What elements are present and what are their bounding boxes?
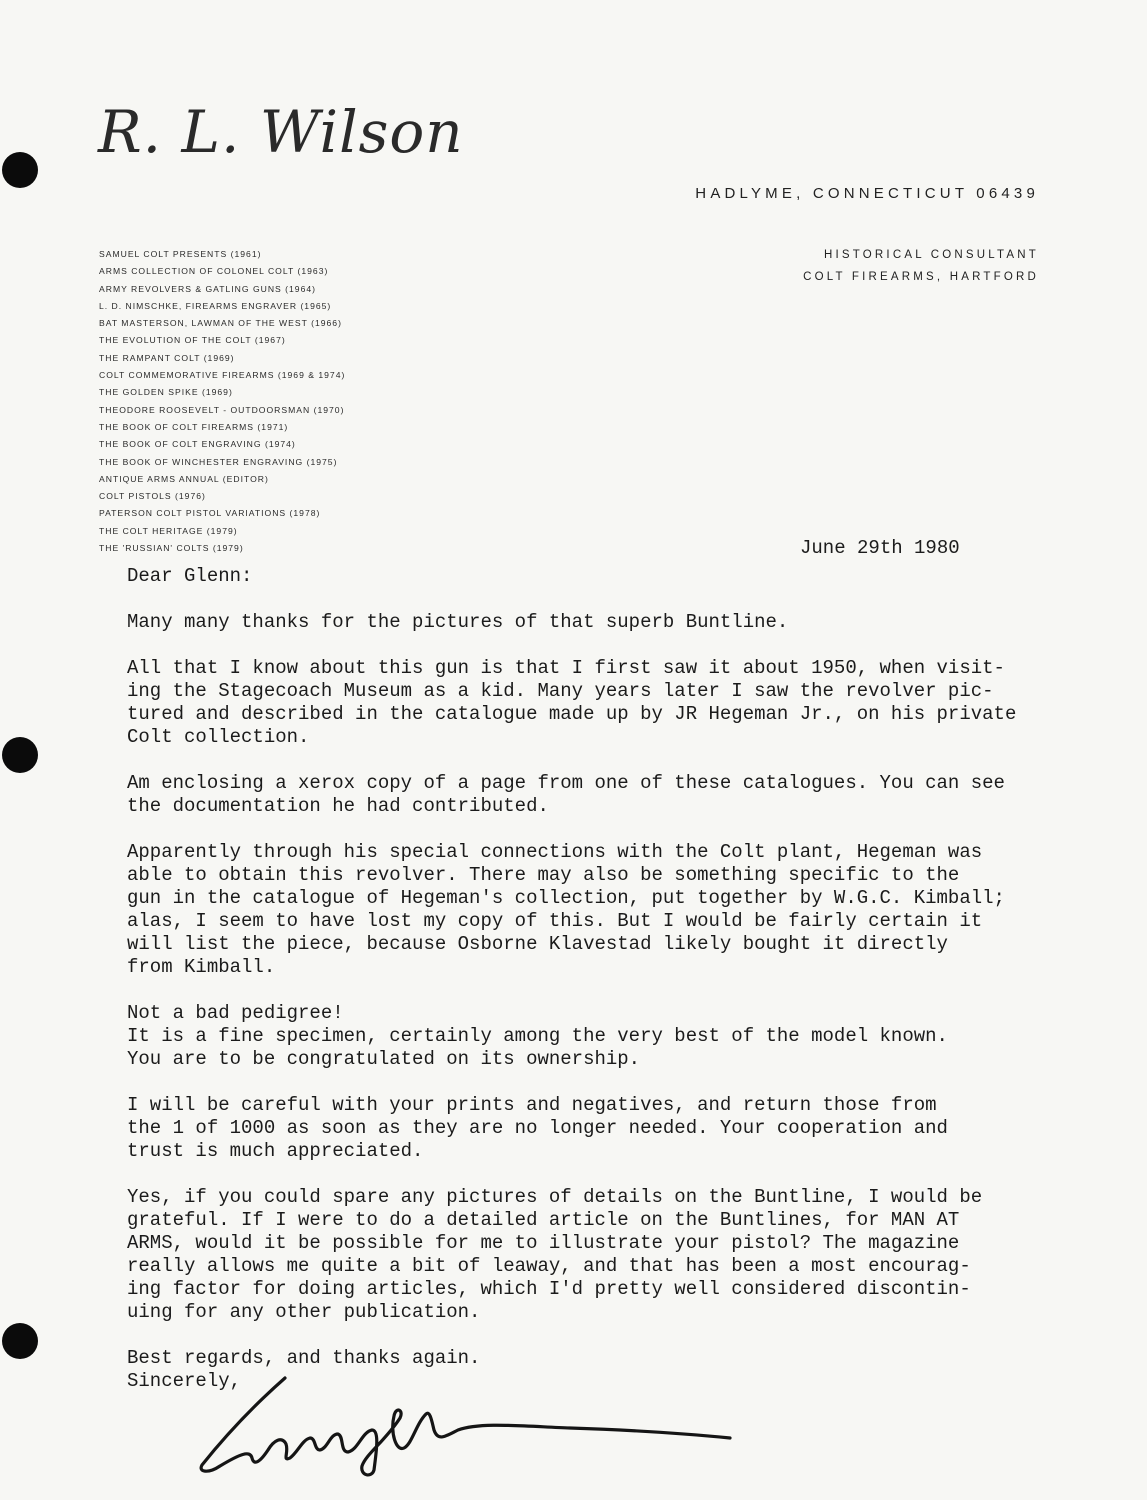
consultant-title (803, 244, 1039, 288)
publication-item: THE BOOK OF WINCHESTER ENGRAVING (1975) (99, 456, 338, 467)
text-line: All that I know about this gun is that I first saw it about 1950, when visit- (127, 657, 1005, 679)
publication-list (99, 246, 345, 557)
letterhead-address: HADLYME, CONNECTICUT 06439 (695, 185, 1039, 202)
publication-item: SAMUEL COLT PRESENTS (1961) (99, 249, 262, 259)
text-line: tured and described in the catalogue made up by JR Hegeman Jr., on his private (127, 703, 1017, 725)
publication-item: THE 'RUSSIAN' COLTS (1979) (99, 543, 244, 554)
publication-item: THE GOLDEN SPIKE (1969) (99, 387, 233, 398)
text-line: will list the piece, because Osborne Klavestad likely bought it directly (127, 933, 948, 955)
publication-item: ARMY REVOLVERS & GATLING GUNS (1964) (99, 283, 316, 294)
closing-regards: Best regards, and thanks again. (127, 1347, 481, 1369)
text-line: Not a bad pedigree! (127, 1002, 344, 1024)
punch-hole-top (2, 152, 38, 188)
paragraph-prints (127, 1094, 1027, 1163)
text-line: Am enclosing a xerox copy of a page from one of these catalogues. You can see (127, 772, 1005, 794)
letter-date: June 29th 1980 (800, 537, 960, 559)
publication-item: L. D. NIMSCHKE, FIREARMS ENGRAVER (1965) (99, 300, 332, 311)
text-line: able to obtain this revolver. There may also be something specific to the (127, 864, 960, 886)
text-line: ing the Stagecoach Museum as a kid. Many years later I saw the revolver pic- (127, 680, 994, 702)
text-line: Many many thanks for the pictures of that superb Buntline. (127, 611, 789, 633)
text-line: really allows me quite a bit of leaway, and that has been a most encourag- (127, 1255, 971, 1277)
text-line: It is a fine specimen, certainly among the very best of the model known. (127, 1025, 948, 1047)
publication-item: ANTIQUE ARMS ANNUAL (EDITOR) (99, 473, 269, 484)
paragraph-provenance (127, 841, 1027, 979)
publication-item: COLT COMMEMORATIVE FIREARMS (1969 & 1974) (99, 370, 346, 381)
punch-hole-middle (2, 737, 38, 773)
text-line: Yes, if you could spare any pictures of details on the Buntline, I would be (127, 1186, 983, 1208)
text-line: grateful. If I were to do a detailed article on the Buntlines, for MAN AT (127, 1209, 960, 1231)
text-line: I will be careful with your prints and negatives, and return those from (127, 1094, 937, 1116)
publication-item: THE BOOK OF COLT ENGRAVING (1974) (99, 439, 296, 450)
consultant-line: COLT FIREARMS, HARTFORD (803, 271, 1039, 283)
paragraph-enclosure (127, 772, 1027, 818)
salutation: Dear Glenn: (127, 565, 253, 587)
text-line: alas, I seem to have lost my copy of this. But I would be fairly certain it (127, 910, 983, 932)
consultant-line: HISTORICAL CONSULTANT (823, 249, 1039, 261)
publication-item: PATERSON COLT PISTOL VARIATIONS (1978) (99, 508, 321, 519)
paragraph-thanks (127, 611, 1027, 634)
paragraph-pedigree (127, 1002, 1027, 1071)
paragraph-request (127, 1186, 1027, 1324)
publication-item: BAT MASTERSON, LAWMAN OF THE WEST (1966) (99, 318, 342, 329)
handwritten-signature (190, 1370, 750, 1480)
letterhead-name: R. L. Wilson (98, 98, 464, 166)
paragraph-history (127, 657, 1027, 749)
text-line: gun in the catalogue of Hegeman's collection, put together by W.G.C. Kimball; (127, 887, 1005, 909)
publication-item: COLT PISTOLS (1976) (99, 491, 206, 502)
text-line: ARMS, would it be possible for me to illustrate your pistol? The magazine (127, 1232, 960, 1254)
text-line: uing for any other publication. (127, 1301, 481, 1323)
text-line: the documentation he had contributed. (127, 795, 549, 817)
letter-body (127, 565, 1027, 1393)
publication-item: THEODORE ROOSEVELT - OUTDOORSMAN (1970) (99, 404, 345, 415)
publication-item: THE RAMPANT COLT (1969) (99, 352, 235, 363)
text-line: Colt collection. (127, 726, 310, 748)
signature-stroke (201, 1378, 730, 1475)
text-line: trust is much appreciated. (127, 1140, 424, 1162)
text-line: from Kimball. (127, 956, 276, 978)
publication-item: THE COLT HERITAGE (1979) (99, 525, 238, 536)
text-line: Apparently through his special connections with the Colt plant, Hegeman was (127, 841, 983, 863)
publication-item: ARMS COLLECTION OF COLONEL COLT (1963) (99, 266, 329, 277)
text-line: You are to be congratulated on its ownership. (127, 1048, 641, 1070)
text-line: the 1 of 1000 as soon as they are no longer needed. Your cooperation and (127, 1117, 948, 1139)
publication-item: THE BOOK OF COLT FIREARMS (1971) (99, 421, 289, 432)
publication-item: THE EVOLUTION OF THE COLT (1967) (99, 335, 286, 346)
closing-sincerely: Sincerely, (127, 1370, 242, 1392)
text-line: ing factor for doing articles, which I'd pretty well considered discontin- (127, 1278, 971, 1300)
punch-hole-bottom (2, 1323, 38, 1359)
